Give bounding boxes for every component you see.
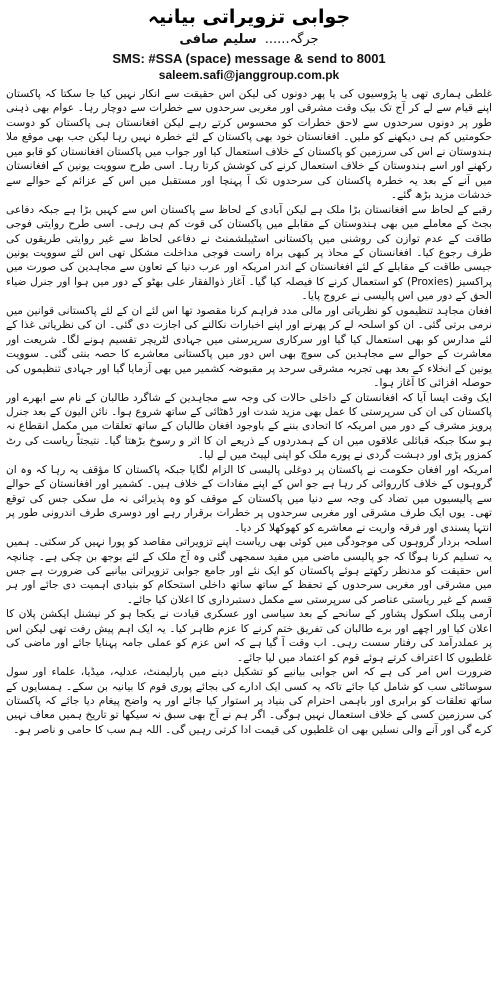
article-paragraph: افغان مجاہد تنظیموں کو نظریاتی اور مالی مدد فراہم کرنا مقصود تھا اس لئے ان کے لئے پاکستانی قوانین میں نرمی برتی گئی۔ ان کو اسلحہ لے کر پھرنے اور اپنے اخبارات نکالنے کی اجازت دی گئی۔ ان کی نظریاتی غذا کے لئے مدارس کو بھی استعمال کیا گیا اور سرکاری سرپرستی میں جہادی لٹریچر تقسیم ہونے لگا۔ شریعت اور معاشرت کے حوالے سے مجاہدین کی سوچ بھی اس دور میں پاکستانی معاشرے کا حصہ بنتی گئی۔ سوویت یونین کے انخلاء کے بعد بھی تجربہ مشرقی سرحد پر مقبوضہ کشمیر میں بھی آزمایا گیا اور جہادی تنظیموں کی حوصلہ افزائی کا آغاز ہوا۔ [6, 304, 492, 390]
article-headline: جوابی تزویراتی بیانیہ [147, 6, 351, 28]
article-paragraph: غلطی ہماری تھی یا پڑوسیوں کی یا پھر دونوں کی لیکن اس حقیقت سے انکار نہیں کیا جا سکتا کہ پاکستان اپنے قیام سے لے کر آج تک بیک وقت مشرقی اور مغربی سرحدوں سے خطرات سے دوچار رہا۔ عوام بھی ذہنی طور پر دونوں سرحدوں سے لاحق خطرات کو محسوس کرتے رہے لیکن افغانستان ہی پاکستان کو دوست حکومتیں کم ہی دیکھنے کو ملیں۔ افغانستان خود بھی پاکستان کے لئے خطرہ نہیں رہا لیکن جب بھی موقع ملا ہندوستان نے اس کی سرزمین کو پاکستان کے خلاف استعمال کیا اور جواب میں پاکستان افغانستان کو قابو میں رکھنے اور اسے ہندوستان کے خلاف استعمال کرنے کی کوشش کرتا رہا۔ اسی طرح سوویت یونین کے افغانستان میں آنے کے بعد یہ خطرہ پاکستان کی سرحدوں تک آ پہنچا اور مستقبل میں اس کے عزائم کے حوالے سے خدشات مزید بڑھ گئے۔ [6, 88, 492, 202]
article-paragraph: رقبے کے لحاظ سے افغانستان بڑا ملک ہے لیکن آبادی کے لحاظ سے پاکستان اس سے کہیں بڑا ہے جبکہ دفاعی بجٹ کے معاملے میں بھی ہندوستان کے مقابلے میں پاکستان کی قوت کم ہی رہی۔ اسی طرح روایتی فوجی طاقت کے عدم توازن کی روشنی میں پاکستانی اسٹیبلشمنٹ نے دفاعی لحاظ سے غیر روایتی طریقوں کی طرف رجوع کیا۔ افغانستان کے محاذ پر کبھی براہ راست فوجی مداخلت مشکل تھی اس لئے سوویت یونین جیسی طاقت کے مقابلے کے لئے افغانستان کے اندر امریکہ اور عرب دنیا کے تعاون سے مجاہدین کی صورت میں پراکسیز (Proxies) کو استعمال کرنے کا فیصلہ کیا گیا۔ آغاز ذوالفقار علی بھٹو کے دور میں ہوا اور جنرل ضیاء الحق کے دور میں اس پالیسی نے عروج پایا۔ [6, 203, 492, 303]
author-email: saleem.safi@janggroup.com.pk [158, 68, 340, 82]
article-paragraph: امریکہ اور افغان حکومت نے پاکستان پر دوغلی پالیسی کا الزام لگایا جبکہ پاکستان کا مؤقف یہ رہا کہ وہ ان گروہوں کے خلاف کارروائی کر رہا ہے جو اس کے اپنے مفادات کے خلاف ہیں۔ کشمیر اور افغانستان کے حوالے سے پالیسیوں میں تضاد کی وجہ سے دنیا میں پاکستان کے موقف کو وہ پذیرائی نہ مل سکی جس کی توقع تھی۔ یوں ایک طرف مشرقی اور مغربی سرحدوں پر خطرات برقرار رہے اور دوسری طرف اندرونی طور پر انتہا پسندی اور فرقہ واریت نے معاشرے کو کھوکھلا کر دیا۔ [6, 463, 492, 534]
article-paragraph: ضرورت اس امر کی ہے کہ اس جوابی بیانیے کو تشکیل دینے میں پارلیمنٹ، عدلیہ، میڈیا، علماء اور سول سوسائٹی سب کو شامل کیا جائے تاکہ یہ کسی ایک ادارے کی بجائے پوری قوم کا بیانیہ بن سکے۔ ہمسایوں کے ساتھ تعلقات کو برابری اور باہمی احترام کی بنیاد پر استوار کیا جائے اور یہ واضح پیغام دیا جائے کہ پاکستان کی سرزمین کسی کے خلاف استعمال نہیں ہوگی۔ اگر ہم نے آج بھی سبق نہ سیکھا تو تاریخ ہمیں معاف نہیں کرے گی اور آنے والی نسلیں بھی ان غلطیوں کی قیمت ادا کرتی رہیں گی۔ اللہ ہم سب کا حامی و ناصر ہو۔ [6, 666, 492, 736]
column-name: جرگہ...... [264, 32, 319, 47]
article-paragraph: آرمی پبلک اسکول پشاور کے سانحے کے بعد سیاسی اور عسکری قیادت نے یکجا ہو کر نیشنل ایکشن پلان کا اعلان کیا اور اچھے اور برے طالبان کی تفریق ختم کرنے کا عزم ظاہر کیا۔ یہ ایک اہم پیش رفت تھی لیکن اس پر عملدرآمد کی رفتار سست رہی۔ اب وقت آ گیا ہے کہ اس عزم کو عملی جامہ پہنایا جائے اور ماضی کی غلطیوں کا اعتراف کرتے ہوئے قوم کو اعتماد میں لیا جائے۔ [6, 608, 492, 664]
sms-line: SMS: #SSA (space) message & send to 8001 [112, 51, 386, 66]
byline [6, 30, 492, 50]
author-name: سلیم صافی [179, 32, 257, 47]
article-paragraph: اسلحہ بردار گروہوں کی موجودگی میں کوئی بھی ریاست اپنے تزویراتی مقاصد کو پورا نہیں کر سکتی۔ ہمیں یہ تسلیم کرنا ہوگا کہ جو پالیسی ماضی میں مفید سمجھی گئی وہ آج ملک کے لئے بوجھ بن چکی ہے۔ چنانچہ اس حقیقت کو مدنظر رکھتے ہوئے پاکستان کو ایک نئے اور جامع جوابی تزویراتی بیانیے کی ضرورت ہے جس میں مشرقی اور مغربی سرحدوں کے تحفظ کے ساتھ ساتھ داخلی استحکام کو بنیادی اہمیت دی جائے اور ہر قسم کے غیر ریاستی عناصر کی سرپرستی سے مکمل دستبرداری کا اعلان کیا جائے۔ [6, 536, 492, 606]
article-paragraph: ایک وقت ایسا آیا کہ افغانستان کے داخلی حالات کی وجہ سے مجاہدین کے شاگرد طالبان کے نام سے ابھرے اور پاکستان کی ان کی سرپرستی کا عمل بھی مزید شدت اور ڈھٹائی کے ساتھ شروع ہوا۔ نائن الیون کے بعد جنرل پرویز مشرف کے دور میں امریکہ کا اتحادی بننے کے باوجود افغان طالبان کے ساتھ تعلقات میں مکمل انقطاع نہ ہو سکا جبکہ قبائلی علاقوں میں ان کے ہمدردوں کے ذریعے ان کا اثر و رسوخ بڑھتا گیا۔ نتیجتاً ریاست کی رٹ کمزور پڑی اور دہشت گردی نے پورے ملک کو اپنی لپیٹ میں لے لیا۔ [6, 391, 492, 462]
column-header [6, 4, 492, 83]
article-body [6, 87, 492, 933]
